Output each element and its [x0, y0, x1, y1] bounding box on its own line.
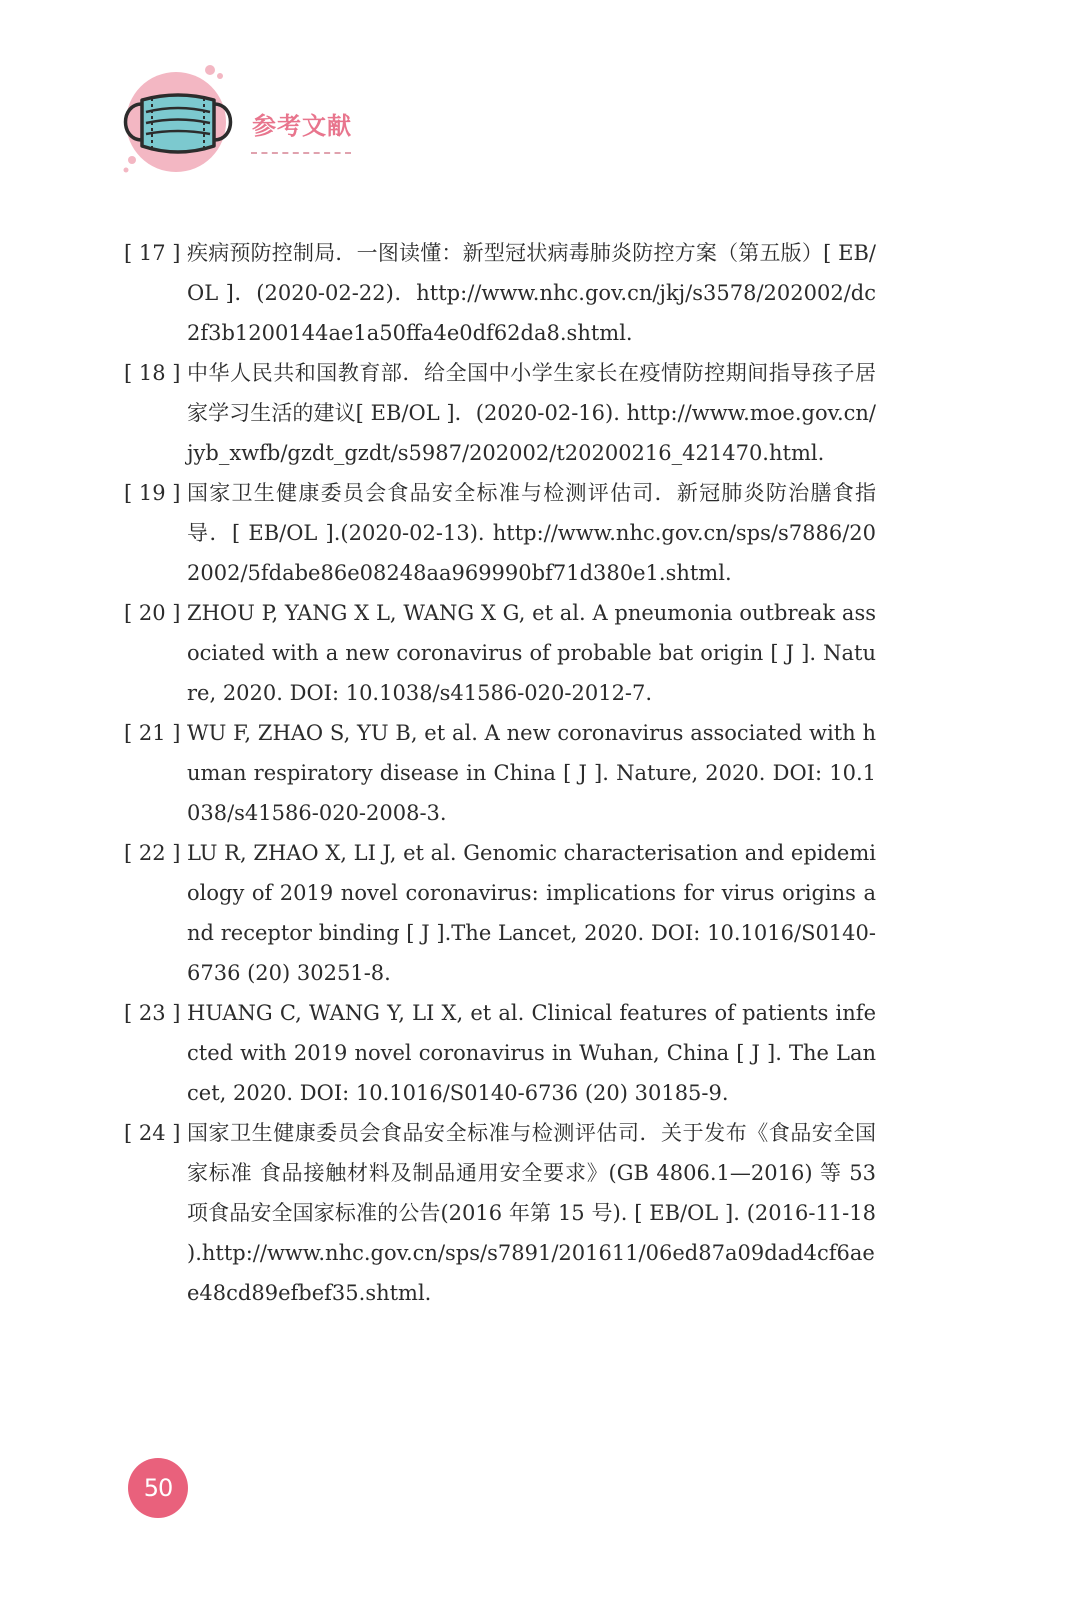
reference-text: 疾病预防控制局．一图读懂：新型冠状病毒肺炎防控方案（第五版）[ EB/OL ]．(2020-02-22)．http://www.nhc.gov.cn/jkj/s3578/202002/dc2f3b1200144ae1a50ffa4e0df62da8.shtml.	[187, 241, 876, 345]
reference-number: [ 21 ]	[124, 721, 181, 745]
reference-item	[124, 993, 876, 1113]
reference-text: WU F, ZHAO S, YU B, et al. A new coronavirus associated with human respiratory disease in China [ J ]. Nature, 2020. DOI: 10.1038/s41586-020-2008-3.	[187, 721, 876, 825]
reference-number: [ 23 ]	[124, 1001, 181, 1025]
reference-number: [ 19 ]	[124, 481, 181, 505]
reference-item	[124, 473, 876, 593]
reference-number: [ 17 ]	[124, 241, 181, 265]
reference-item	[124, 1113, 876, 1313]
reference-number: [ 18 ]	[124, 361, 181, 385]
reference-item	[124, 353, 876, 473]
reference-list	[124, 233, 876, 1313]
reference-number: [ 22 ]	[124, 841, 181, 865]
page-number-badge: 50	[128, 1458, 188, 1518]
surgical-mask-icon	[118, 62, 258, 182]
section-title: 参考文献	[252, 112, 352, 140]
reference-item	[124, 713, 876, 833]
reference-item	[124, 833, 876, 993]
reference-item	[124, 233, 876, 353]
reference-text: 国家卫生健康委员会食品安全标准与检测评估司．关于发布《食品安全国家标准 食品接触材料及制品通用安全要求》(GB 4806.1—2016) 等 53 项食品安全国家标准的公告(2016 年第 15 号). [ EB/OL ]. (2016-11-18 ).http://www.nhc.gov.cn/sps/s7891/201611/06ed87a09dad4cf6aee48cd89efbef35.shtml.	[187, 1121, 876, 1305]
reference-number: [ 24 ]	[124, 1121, 181, 1145]
reference-text: 中华人民共和国教育部．给全国中小学生家长在疫情防控期间指导孩子居家学习生活的建议[ EB/OL ]．(2020-02-16). http://www.moe.gov.cn/jyb_xwfb/gzdt_gzdt/s5987/202002/t20200216_421470.html.	[187, 361, 876, 465]
reference-number: [ 20 ]	[124, 601, 181, 625]
reference-text: ZHOU P, YANG X L, WANG X G, et al. A pneumonia outbreak associated with a new coronavirus of probable bat origin [ J ]. Nature, 2020. DOI: 10.1038/s41586-020-2012-7.	[187, 601, 876, 705]
section-header	[118, 62, 478, 182]
reference-text: 国家卫生健康委员会食品安全标准与检测评估司．新冠肺炎防治膳食指导．[ EB/OL ].(2020-02-13). http://www.nhc.gov.cn/sps/s7886/202002/5fdabe86e08248aa969990bf71d380e1.shtml.	[187, 481, 876, 585]
reference-text: HUANG C, WANG Y, LI X, et al. Clinical features of patients infected with 2019 novel coronavirus in Wuhan, China [ J ]. The Lancet, 2020. DOI: 10.1016/S0140-6736 (20) 30185-9.	[187, 1001, 876, 1105]
reference-text: LU R, ZHAO X, LI J, et al. Genomic characterisation and epidemiology of 2019 novel coronavirus: implications for virus origins and receptor binding [ J ].The Lancet, 2020. DOI: 10.1016/S0140-6736 (20) 30251-8.	[187, 841, 876, 985]
title-divider	[251, 152, 351, 154]
reference-item	[124, 593, 876, 713]
